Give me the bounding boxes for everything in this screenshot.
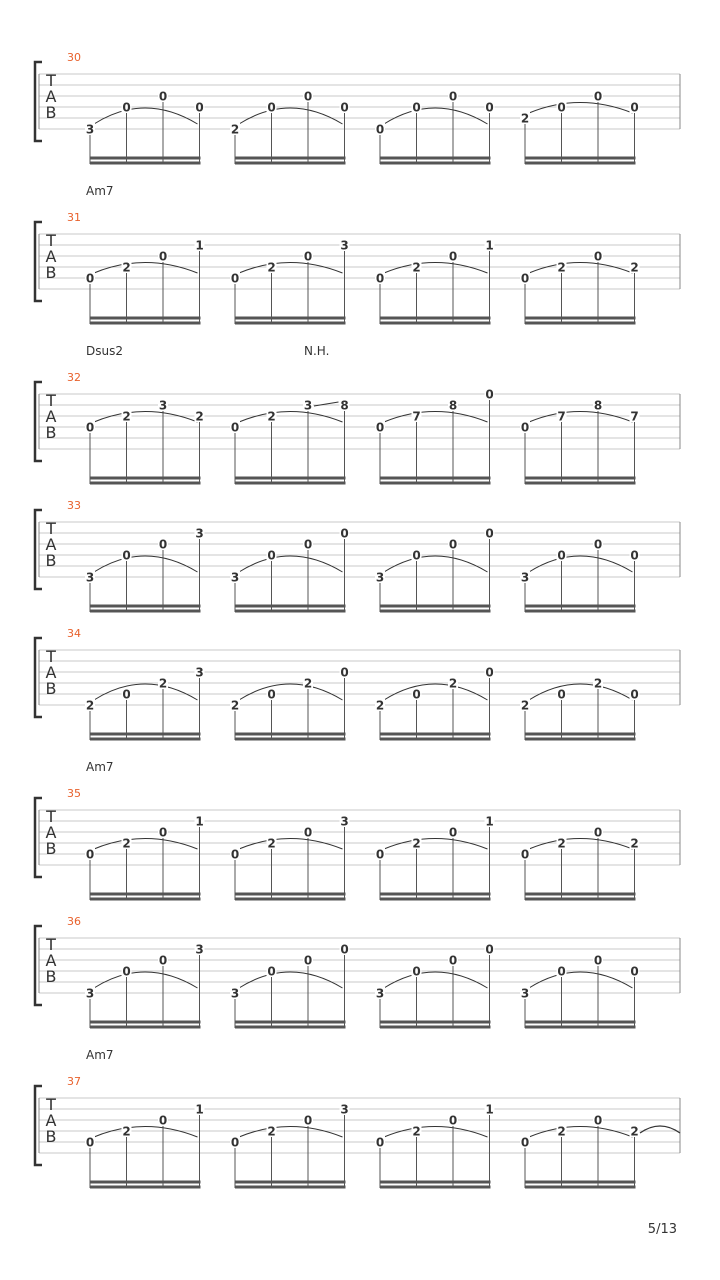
fret-number: 0 <box>303 249 313 264</box>
fret-number: 0 <box>630 548 639 563</box>
fret-number: 0 <box>267 687 276 702</box>
fret-number: 0 <box>557 687 566 702</box>
tab-clef-letter: A <box>45 663 57 682</box>
fret-number: 0 <box>375 420 385 435</box>
fret-number: 0 <box>520 271 530 286</box>
beam <box>525 1026 636 1029</box>
fret-number: 2 <box>593 676 603 691</box>
fret-number: 2 <box>630 260 639 275</box>
tab-clef-letter: B <box>45 423 57 442</box>
fret-number: 0 <box>630 687 639 702</box>
tab-clef-letter: T <box>46 647 56 666</box>
slur <box>529 1124 633 1139</box>
beam <box>90 482 201 485</box>
fret-number: 3 <box>158 398 168 413</box>
fret-number: 0 <box>375 122 385 137</box>
slur <box>94 836 198 851</box>
fret-number: 2 <box>412 260 421 275</box>
fret-number: 0 <box>485 387 494 402</box>
fret-number: 0 <box>303 825 313 840</box>
fret-number: 0 <box>340 100 349 115</box>
fret-number: 0 <box>375 271 385 286</box>
fret-number: 2 <box>557 260 566 275</box>
beam <box>235 893 346 896</box>
fret-number: 7 <box>630 409 639 424</box>
fret-number: 0 <box>122 100 131 115</box>
tab-clef-letter: A <box>45 535 57 554</box>
beam <box>525 477 636 480</box>
fret-number: 0 <box>520 847 530 862</box>
fret-number: 0 <box>593 1113 603 1128</box>
fret-number: 0 <box>267 100 276 115</box>
fret-number: 0 <box>520 1135 530 1150</box>
beam <box>90 477 201 480</box>
fret-number: 2 <box>267 836 276 851</box>
tab-clef-letter: A <box>45 247 57 266</box>
beam <box>235 733 346 736</box>
measure-number: 33 <box>67 499 81 512</box>
tab-clef-letter: B <box>45 967 57 986</box>
fret-number: 3 <box>375 570 385 585</box>
fret-number: 2 <box>267 260 276 275</box>
fret-number: 3 <box>375 986 385 1001</box>
beam <box>380 157 491 160</box>
tab-clef-letter: B <box>45 679 57 698</box>
beam <box>90 610 201 613</box>
fret-number: 2 <box>195 409 204 424</box>
fret-number: 1 <box>485 1102 494 1117</box>
slur <box>529 100 633 115</box>
slur <box>239 684 343 700</box>
chord-label: Am7 <box>86 760 114 774</box>
fret-number: 3 <box>230 986 240 1001</box>
beam <box>525 1181 636 1184</box>
fret-number: 1 <box>195 1102 204 1117</box>
fret-number: 0 <box>448 537 458 552</box>
slur <box>384 684 488 700</box>
fret-number: 2 <box>557 1124 566 1139</box>
fret-number: 0 <box>158 953 168 968</box>
beam <box>90 1026 201 1029</box>
beam <box>90 1181 201 1184</box>
tab-clef-letter: B <box>45 551 57 570</box>
fret-number: 2 <box>630 1124 639 1139</box>
slur <box>529 836 633 851</box>
beam <box>380 1026 491 1029</box>
fret-number: 0 <box>485 526 494 541</box>
fret-number: 0 <box>448 89 458 104</box>
slur <box>384 108 488 124</box>
slur <box>94 260 198 275</box>
measure-number: 35 <box>67 787 81 800</box>
measure-number: 30 <box>67 51 81 64</box>
fret-number: 2 <box>448 676 458 691</box>
measure-number: 32 <box>67 371 81 384</box>
beam <box>90 733 201 736</box>
fret-number: 0 <box>412 687 421 702</box>
fret-number: 3 <box>340 814 349 829</box>
beam <box>90 162 201 165</box>
beam <box>90 317 201 320</box>
tab-clef-letter: B <box>45 1127 57 1146</box>
slur <box>94 684 198 700</box>
beam <box>380 893 491 896</box>
beam <box>525 605 636 608</box>
beam <box>380 738 491 741</box>
fret-number: 2 <box>122 260 131 275</box>
slur <box>239 972 343 988</box>
fret-number: 0 <box>375 1135 385 1150</box>
fret-number: 1 <box>195 814 204 829</box>
fret-number: 1 <box>195 238 204 253</box>
fret-number: 0 <box>303 537 313 552</box>
fret-number: 3 <box>195 665 204 680</box>
fret-number: 0 <box>448 825 458 840</box>
technique-label: N.H. <box>304 344 330 358</box>
fret-number: 8 <box>593 398 603 413</box>
fret-number: 0 <box>448 1113 458 1128</box>
beam <box>525 893 636 896</box>
slur <box>384 409 488 424</box>
fret-number: 0 <box>122 964 131 979</box>
beam <box>90 898 201 901</box>
fret-number: 3 <box>520 986 530 1001</box>
beam <box>380 162 491 165</box>
tab-clef-letter: A <box>45 87 57 106</box>
fret-number: 0 <box>85 1135 95 1150</box>
fret-number: 8 <box>448 398 458 413</box>
fret-number: 0 <box>557 548 566 563</box>
beam <box>235 738 346 741</box>
fret-number: 0 <box>485 665 494 680</box>
fret-number: 2 <box>122 409 131 424</box>
slur <box>94 108 198 124</box>
fret-number: 0 <box>485 100 494 115</box>
fret-number: 0 <box>593 249 603 264</box>
slur <box>94 1124 198 1139</box>
fret-number: 2 <box>412 836 421 851</box>
slur <box>529 260 633 275</box>
slur <box>239 108 343 124</box>
fret-number: 0 <box>230 420 240 435</box>
fret-number: 2 <box>267 409 276 424</box>
beam <box>235 605 346 608</box>
beam <box>235 157 346 160</box>
beam <box>525 162 636 165</box>
slur <box>239 556 343 572</box>
slur <box>239 409 343 424</box>
beam <box>90 1186 201 1189</box>
fret-number: 0 <box>630 964 639 979</box>
fret-number: 0 <box>122 687 131 702</box>
fret-number: 0 <box>85 847 95 862</box>
fret-number: 0 <box>267 964 276 979</box>
tab-clef-letter: T <box>46 1095 56 1114</box>
tab-clef-letter: T <box>46 519 56 538</box>
slur <box>529 972 633 988</box>
beam <box>380 477 491 480</box>
fret-number: 0 <box>195 100 204 115</box>
fret-number: 0 <box>303 89 313 104</box>
tab-clef-letter: T <box>46 935 56 954</box>
beam <box>525 157 636 160</box>
tab-clef-letter: T <box>46 71 56 90</box>
beam <box>90 605 201 608</box>
chord-label: Am7 <box>86 1048 114 1062</box>
beam <box>380 1021 491 1024</box>
measure-number: 34 <box>67 627 81 640</box>
fret-number: 2 <box>520 111 530 126</box>
slur <box>94 972 198 988</box>
slur <box>239 836 343 851</box>
beam <box>235 1186 346 1189</box>
beam <box>380 733 491 736</box>
slur <box>529 684 633 700</box>
slur <box>384 260 488 275</box>
fret-number: 3 <box>85 570 95 585</box>
slur <box>384 836 488 851</box>
beam <box>525 322 636 325</box>
fret-number: 3 <box>303 398 313 413</box>
fret-number: 3 <box>85 122 95 137</box>
tab-clef-letter: A <box>45 1111 57 1130</box>
fret-number: 3 <box>195 526 204 541</box>
fret-number: 0 <box>122 548 131 563</box>
fret-number: 2 <box>630 836 639 851</box>
beam <box>380 1181 491 1184</box>
beam <box>90 893 201 896</box>
fret-number: 0 <box>85 271 95 286</box>
fret-number: 0 <box>230 1135 240 1150</box>
beam <box>525 738 636 741</box>
page-number: 5/13 <box>647 1222 677 1237</box>
fret-number: 0 <box>158 825 168 840</box>
fret-number: 0 <box>448 953 458 968</box>
beam <box>235 477 346 480</box>
fret-number: 0 <box>557 100 566 115</box>
fret-number: 3 <box>520 570 530 585</box>
beam <box>90 322 201 325</box>
fret-number: 0 <box>520 420 530 435</box>
beam <box>525 1186 636 1189</box>
beam <box>90 738 201 741</box>
beam <box>525 482 636 485</box>
tab-clef-letter: T <box>46 391 56 410</box>
beam <box>380 605 491 608</box>
fret-number: 0 <box>340 665 349 680</box>
fret-number: 2 <box>412 1124 421 1139</box>
slur <box>529 409 633 424</box>
slur <box>384 556 488 572</box>
fret-number: 2 <box>122 836 131 851</box>
slur <box>384 1124 488 1139</box>
beam <box>235 162 346 165</box>
fret-number: 0 <box>158 249 168 264</box>
tab-clef-letter: A <box>45 951 57 970</box>
fret-number: 0 <box>340 942 349 957</box>
slur <box>239 260 343 275</box>
tab-clef-letter: B <box>45 839 57 858</box>
tab-clef-letter: B <box>45 103 57 122</box>
beam <box>525 1021 636 1024</box>
fret-number: 0 <box>340 526 349 541</box>
beam <box>380 322 491 325</box>
fret-number: 2 <box>230 122 240 137</box>
fret-number: 7 <box>557 409 566 424</box>
beam <box>380 610 491 613</box>
beam <box>235 1026 346 1029</box>
fret-number: 0 <box>412 548 421 563</box>
fret-number: 2 <box>375 698 385 713</box>
fret-number: 0 <box>593 953 603 968</box>
measure-number: 37 <box>67 1075 81 1088</box>
fret-number: 0 <box>303 1113 313 1128</box>
fret-number: 8 <box>340 398 349 413</box>
fret-number: 0 <box>375 847 385 862</box>
fret-number: 0 <box>303 953 313 968</box>
beam <box>380 898 491 901</box>
fret-number: 0 <box>85 420 95 435</box>
beam <box>235 482 346 485</box>
fret-number: 0 <box>448 249 458 264</box>
tab-clef-letter: A <box>45 823 57 842</box>
tab-clef-letter: A <box>45 407 57 426</box>
measure-number: 31 <box>67 211 81 224</box>
fret-number: 1 <box>485 814 494 829</box>
fret-number: 1 <box>485 238 494 253</box>
fret-number: 2 <box>557 836 566 851</box>
fret-number: 3 <box>230 570 240 585</box>
beam <box>235 610 346 613</box>
fret-number: 3 <box>85 986 95 1001</box>
beam <box>90 1021 201 1024</box>
beam <box>525 610 636 613</box>
fret-number: 0 <box>412 964 421 979</box>
fret-number: 0 <box>230 847 240 862</box>
fret-number: 2 <box>267 1124 276 1139</box>
slur <box>529 556 633 572</box>
beam <box>380 317 491 320</box>
tab-clef-letter: T <box>46 807 56 826</box>
beam <box>380 1186 491 1189</box>
chord-label: Am7 <box>86 184 114 198</box>
beam <box>525 898 636 901</box>
fret-number: 3 <box>195 942 204 957</box>
beam <box>235 898 346 901</box>
beam <box>525 317 636 320</box>
fret-number: 0 <box>630 100 639 115</box>
slur <box>94 556 198 572</box>
fret-number: 2 <box>520 698 530 713</box>
beam <box>90 157 201 160</box>
beam <box>235 1021 346 1024</box>
beam <box>525 733 636 736</box>
slur <box>239 1124 343 1139</box>
fret-number: 2 <box>158 676 168 691</box>
fret-number: 2 <box>230 698 240 713</box>
fret-number: 0 <box>593 825 603 840</box>
fret-number: 3 <box>340 1102 349 1117</box>
fret-number: 2 <box>303 676 313 691</box>
beam <box>235 1181 346 1184</box>
tab-clef-letter: B <box>45 263 57 282</box>
fret-number: 0 <box>557 964 566 979</box>
beam <box>380 482 491 485</box>
measure-number: 36 <box>67 915 81 928</box>
chord-label: Dsus2 <box>86 344 123 358</box>
fret-number: 0 <box>230 271 240 286</box>
fret-number: 0 <box>158 1113 168 1128</box>
fret-number: 0 <box>412 100 421 115</box>
tab-clef-letter: T <box>46 231 56 250</box>
slur <box>94 409 198 424</box>
slur <box>384 972 488 988</box>
fret-number: 7 <box>412 409 421 424</box>
fret-number: 2 <box>85 698 95 713</box>
fret-number: 0 <box>593 89 603 104</box>
beam <box>235 322 346 325</box>
fret-number: 2 <box>122 1124 131 1139</box>
fret-number: 3 <box>340 238 349 253</box>
fret-number: 0 <box>593 537 603 552</box>
fret-number: 0 <box>158 89 168 104</box>
beam <box>235 317 346 320</box>
fret-number: 0 <box>267 548 276 563</box>
fret-number: 0 <box>158 537 168 552</box>
fret-number: 0 <box>485 942 494 957</box>
tie <box>640 1126 680 1133</box>
